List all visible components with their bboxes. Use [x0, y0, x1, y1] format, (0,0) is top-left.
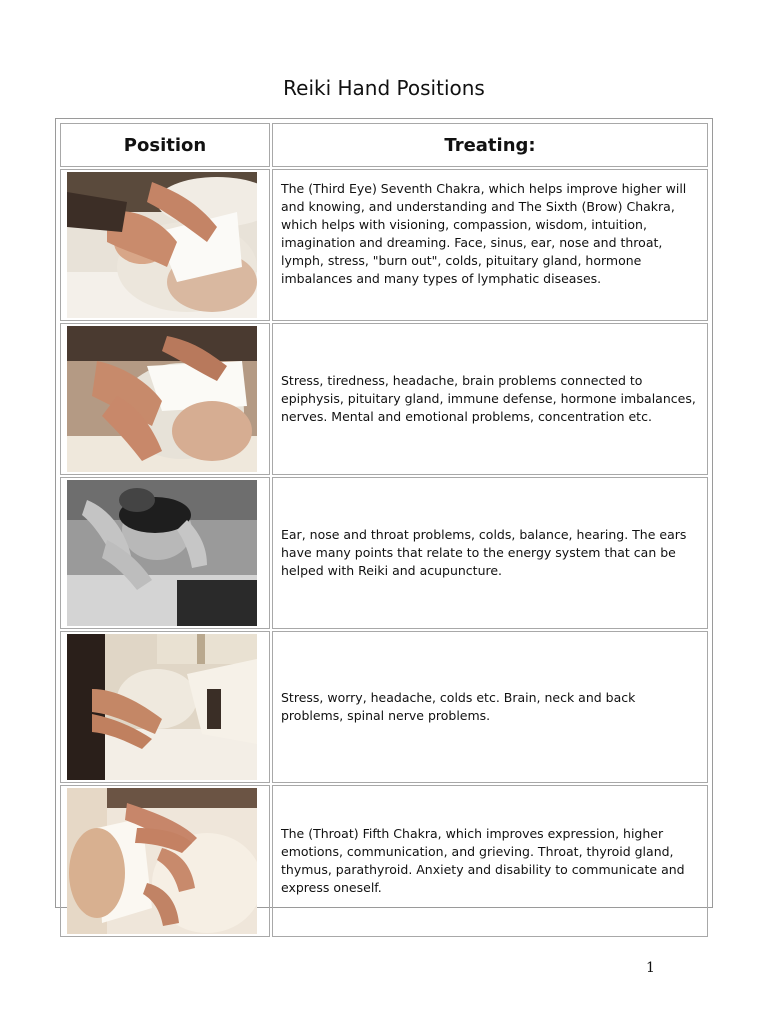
treating-text: Ear, nose and throat problems, colds, balance, hearing. The ears have many points that relate to the energy system that can be helped with Reiki and acupuncture. [272, 477, 708, 629]
photo-cell [60, 323, 270, 475]
hands-on-temples-photo [67, 326, 257, 472]
photo-cell [60, 785, 270, 937]
table-row [60, 631, 708, 783]
hands-on-ears-bw-photo [67, 480, 257, 626]
table-row [60, 477, 708, 629]
photo-cell [60, 169, 270, 321]
column-header-treating: Treating: [272, 123, 708, 167]
treating-text: Stress, worry, headache, colds etc. Brain, neck and back problems, spinal nerve problems. [272, 631, 708, 783]
positions-table [55, 118, 713, 908]
treating-text: The (Throat) Fifth Chakra, which improves expression, higher emotions, communication, and grieving. Throat, thyroid gland, thymus, parathyroid. Anxiety and disability to communicate and express oneself. [272, 785, 708, 937]
photo-cell [60, 477, 270, 629]
page-title: Reiki Hand Positions [283, 76, 485, 100]
treating-text: Stress, tiredness, headache, brain problems connected to epiphysis, pituitary gland, immune defense, hormone imbalances, nerves. Mental and emotional problems, concentration etc. [272, 323, 708, 475]
treating-text: The (Third Eye) Seventh Chakra, which helps improve higher will and knowing, and understanding and The Sixth (Brow) Chakra, which helps with visioning, compassion, wisdom, intuition, imagination and dreaming. Face, sinus, ear, nose and throat, lymph, stress, "burn out", colds, pituitary gland, hormone imbalances and many types of lymphatic diseases. [272, 169, 708, 321]
hands-over-eyes-cloth-photo [67, 172, 257, 318]
hands-behind-head-photo [67, 634, 257, 780]
hands-on-throat-photo [67, 788, 257, 934]
table-row [60, 785, 708, 937]
table-row [60, 169, 708, 321]
table-header-row [60, 123, 708, 167]
photo-cell [60, 631, 270, 783]
page-number: 1 [646, 960, 655, 976]
table-row [60, 323, 708, 475]
column-header-position: Position [60, 123, 270, 167]
